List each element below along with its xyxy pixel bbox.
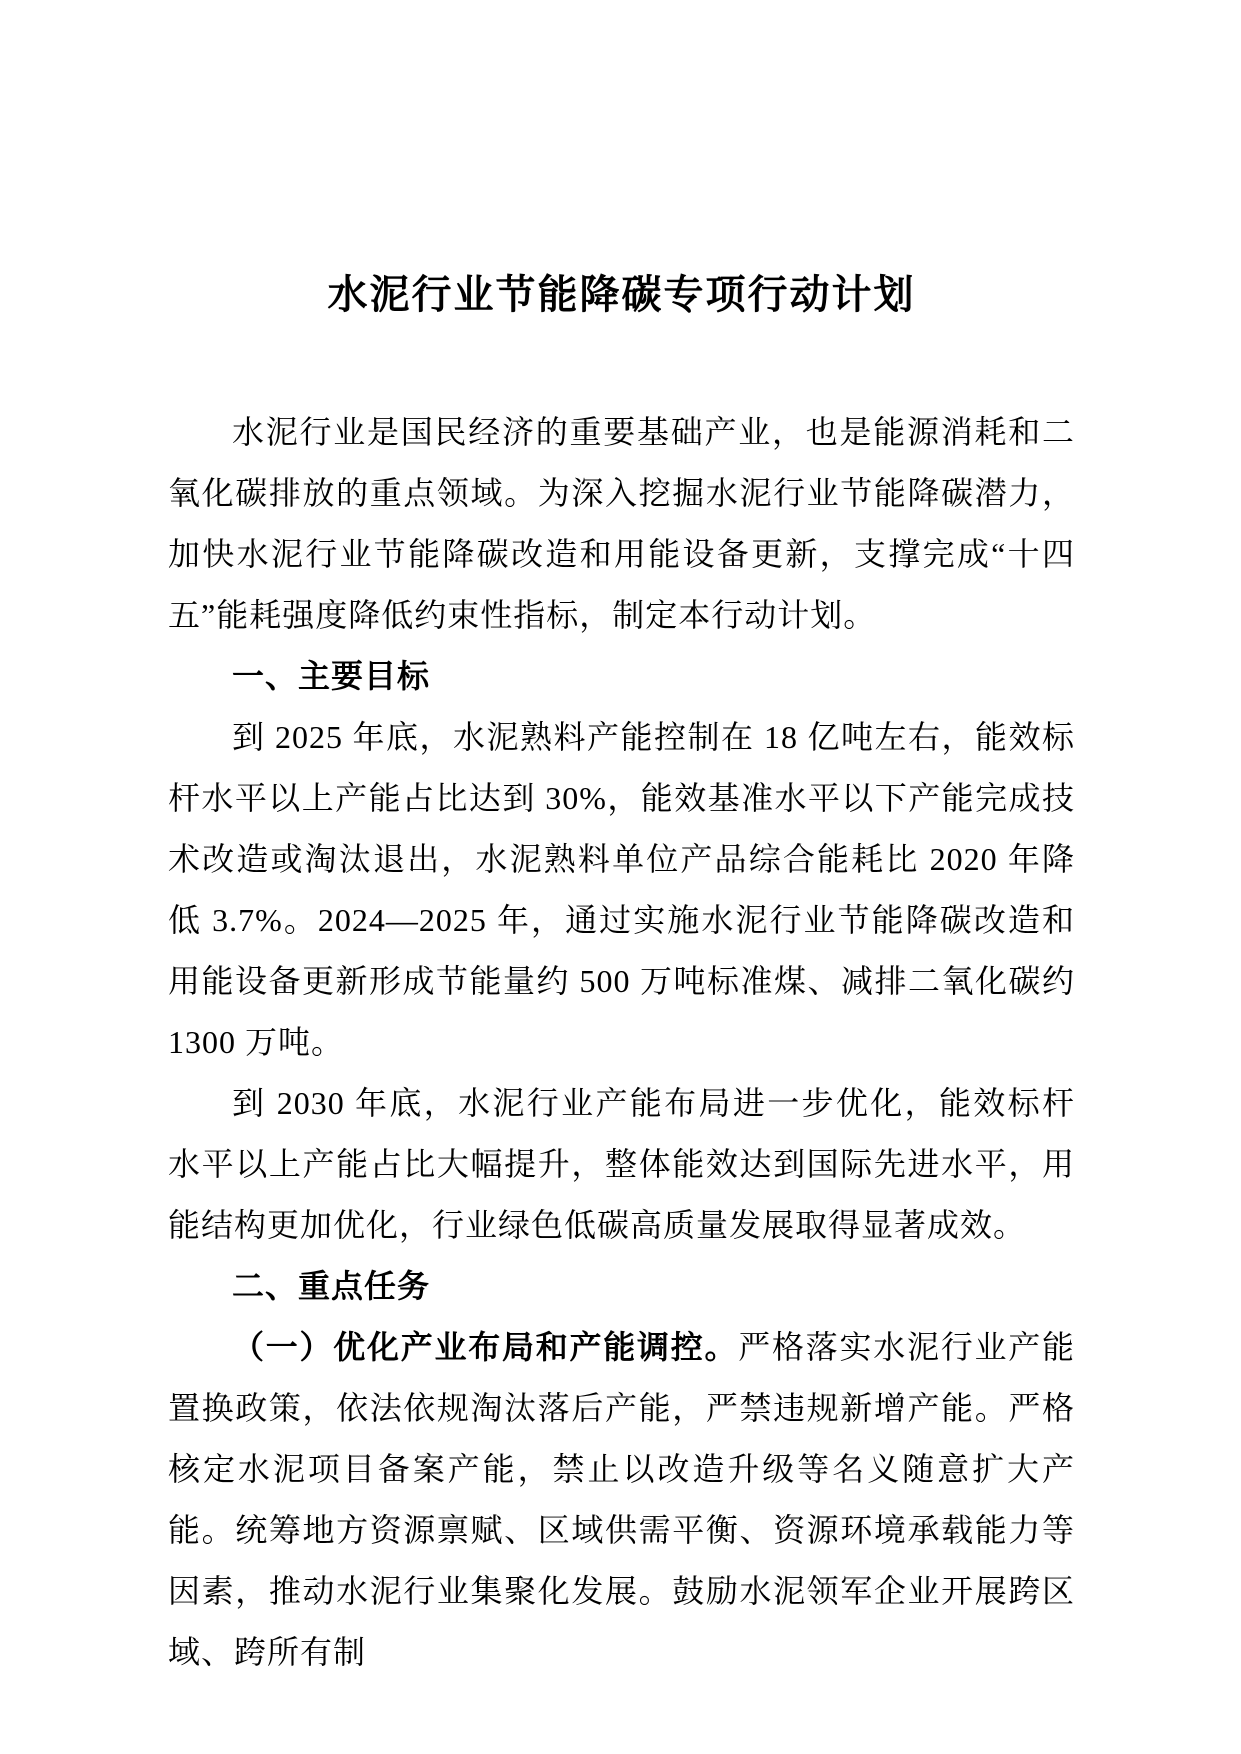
goal-2025-paragraph: 到 2025 年底，水泥熟料产能控制在 18 亿吨左右，能效标杆水平以上产能占比达到 30%，能效基准水平以下产能完成技术改造或淘汰退出，水泥熟料单位产品综合能耗比 2020 年降低 3.7%。2024—2025 年，通过实施水泥行业节能降碳改造和用能设备更新形成节能量约 500 万吨标准煤、减排二氧化碳约 1300 万吨。 <box>168 719 1075 1060</box>
intro-paragraph: 水泥行业是国民经济的重要基础产业，也是能源消耗和二氧化碳排放的重点领域。为深入挖掘水泥行业节能降碳潜力，加快水泥行业节能降碳改造和用能设备更新，支撑完成“十四五”能耗强度降低约束性指标，制定本行动计划。 <box>168 414 1075 633</box>
document-body <box>168 402 1075 1683</box>
task-1-paragraph <box>168 1317 1075 1683</box>
goal-2030-paragraph: 到 2030 年底，水泥行业产能布局进一步优化，能效标杆水平以上产能占比大幅提升，整体能效达到国际先进水平，用能结构更加优化，行业绿色低碳高质量发展取得显著成效。 <box>168 1085 1075 1243</box>
document-title: 水泥行业节能降碳专项行动计划 <box>327 272 916 317</box>
section-2-heading: 二、重点任务 <box>232 1268 431 1304</box>
task-1-lead: （一）优化产业布局和产能调控。 <box>232 1329 739 1365</box>
task-1-text: 严格落实水泥行业产能置换政策，依法依规淘汰落后产能，严禁违规新增产能。严格核定水泥项目备案产能，禁止以改造升级等名义随意扩大产能。统筹地方资源禀赋、区域供需平衡、资源环境承载能力等因素，推动水泥行业集聚化发展。鼓励水泥领军企业开展跨区域、跨所有制 <box>168 1329 1075 1670</box>
document-content <box>168 0 1075 1683</box>
section-1-heading: 一、主要目标 <box>232 658 431 694</box>
